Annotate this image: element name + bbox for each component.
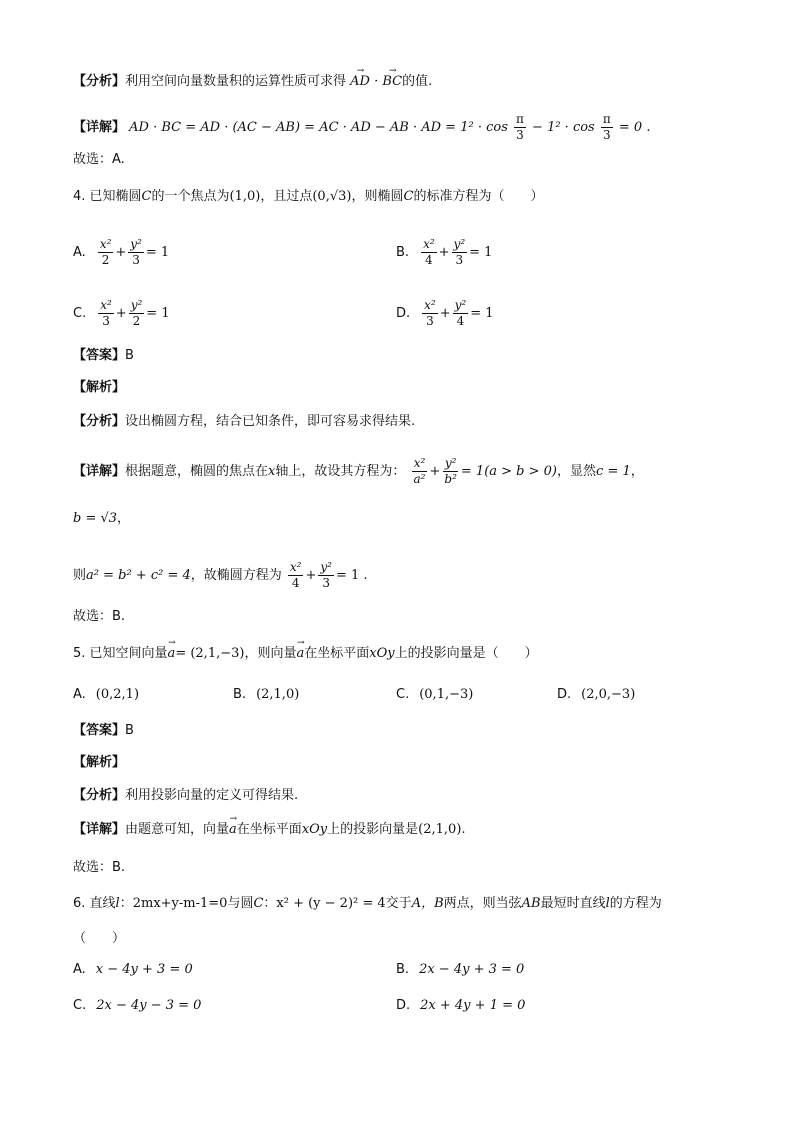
q5-option-a[interactable]: A. (0,2,1) <box>73 687 140 702</box>
detail-expression-mid: − 1² · cos <box>532 120 595 135</box>
q4-option-c[interactable]: C. $\frac{\text{x²}}{3}$ + $\frac{\text{y²}}{2}$ = 1 <box>73 298 170 328</box>
q3-choice: 故选：A. <box>73 152 125 167</box>
q3-detail-line <box>73 112 650 143</box>
analysis-tail: 的值. <box>402 74 433 89</box>
detail-expression: AD · BC = AD · (AC − AB) = AC · AD − AB · AD = 1² · cos <box>129 120 508 135</box>
q4-choice: 故选：B. <box>73 609 126 624</box>
q6-stem: 6. 直线l：2mx+y-m-1=0与圆C：x² + (y − 2)² = 4交于A，B两点，则当弦AB最短时直线l的方程为 <box>73 896 662 911</box>
q5-stem: 5. 已知空间向量→ a= (2,1,−3)，则向量→ a在坐标平面xOy上的投影向量是（ ） <box>73 644 538 664</box>
q6-option-c[interactable]: C. 2x − 4y − 3 = 0 <box>73 998 202 1013</box>
q4-detail: 【详解】根据题意，椭圆的焦点在x轴上，故设其方程为： $\frac{\text{x²}}{\text{a²}}$ + $\frac{\text{y²}}{\text{b²}}$ = 1(a > b > 0)，显然c = 1， <box>73 456 644 486</box>
q5-option-d[interactable]: D. (2,0,−3) <box>557 687 636 702</box>
q5-option-b[interactable]: B. (2,1,0) <box>233 687 300 702</box>
q5-answer: 【答案】B <box>73 723 134 738</box>
q5-analysis: 【分析】利用投影向量的定义可得结果. <box>73 788 299 803</box>
vector-bc: → BC <box>382 72 402 92</box>
q4-option-a[interactable]: A. $\frac{\text{x²}}{2}$ + $\frac{\text{y²}}{3}$ = 1 <box>73 237 170 267</box>
q5-detail: 【详解】由题意可知，向量→ a在坐标平面xOy上的投影向量是(2,1,0). <box>73 820 466 840</box>
q4-b-line: b = √3， <box>73 511 131 526</box>
q6-option-b[interactable]: B. 2x − 4y + 3 = 0 <box>396 962 525 977</box>
detail-expression-end: = 0 . <box>618 120 651 135</box>
detail-tag: 【详解】 <box>73 120 126 135</box>
vector-ad: → AD <box>350 72 370 92</box>
q6-option-a[interactable]: A. x − 4y + 3 = 0 <box>73 962 193 977</box>
q5-choice: 故选：B. <box>73 860 126 875</box>
q5-option-c[interactable]: C. (0,1,−3) <box>396 687 474 702</box>
q4-parse-tag: 【解析】 <box>73 380 126 395</box>
analysis-tag: 【分析】 <box>73 74 126 89</box>
analysis-text: 利用空间向量数量积的运算性质可求得 <box>125 74 347 89</box>
q4-final-line: 则a² = b² + c² = 4，故椭圆方程为 $\frac{\text{x²}}{4}$ + $\frac{\text{y²}}{3}$ = 1 . <box>73 560 368 590</box>
q4-option-d[interactable]: D. $\frac{\text{x²}}{3}$ + $\frac{\text{y²}}{4}$ = 1 <box>396 298 494 328</box>
q4-stem: 4. 已知椭圆C的一个焦点为(1,0)，且过点(0,√3)，则椭圆C的标准方程为（ ） <box>73 189 544 204</box>
q6-option-d[interactable]: D. 2x + 4y + 1 = 0 <box>396 998 526 1013</box>
q6-paren: （ ） <box>73 931 126 946</box>
q4-analysis: 【分析】设出椭圆方程，结合已知条件，即可容易求得结果. <box>73 414 416 429</box>
q5-parse-tag: 【解析】 <box>73 755 126 770</box>
pi-over-3-fraction: $\frac{\pi}{3}$ <box>516 112 524 142</box>
pi-over-3-fraction: $\frac{\pi}{3}$ <box>602 112 611 142</box>
q3-analysis-line: 【分析】利用空间向量数量积的运算性质可求得 → AD · → BC的值. <box>73 72 432 92</box>
q4-option-b[interactable]: B. $\frac{\text{x²}}{4}$ + $\frac{\text{y²}}{3}$ = 1 <box>396 237 493 267</box>
q4-answer: 【答案】B <box>73 348 134 363</box>
